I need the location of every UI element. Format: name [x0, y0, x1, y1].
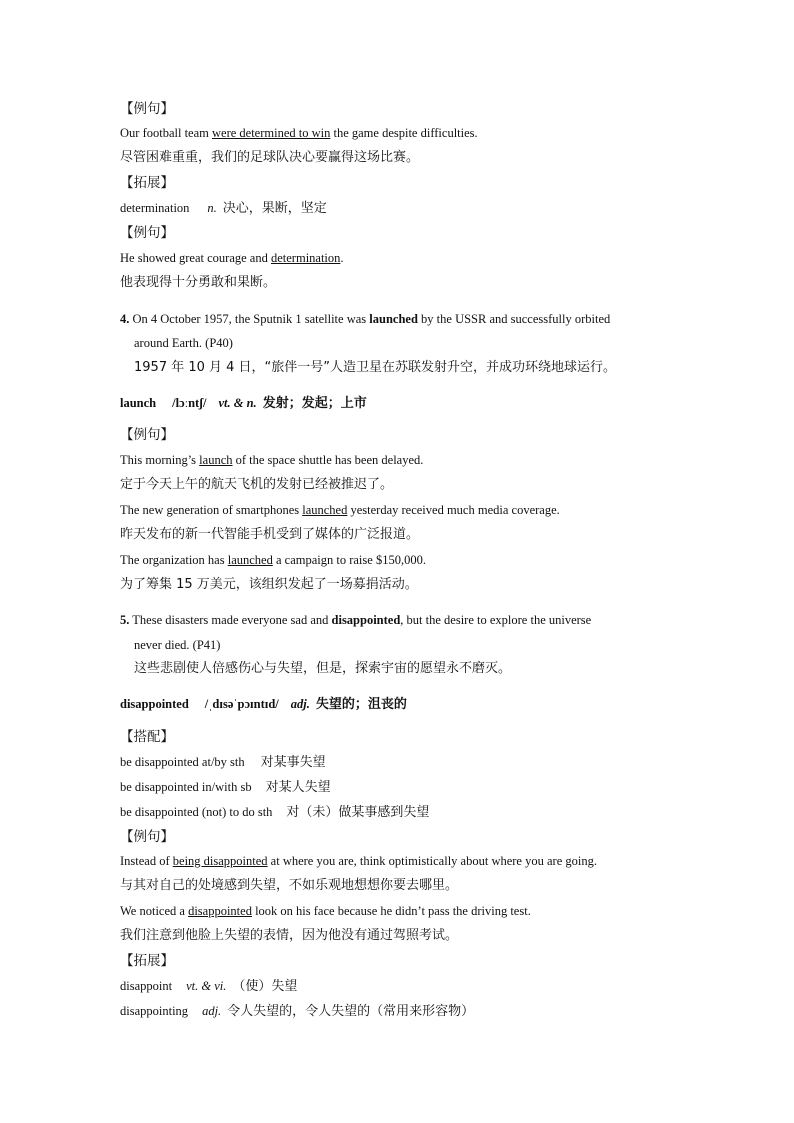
underlined-phrase: were determined to win [212, 126, 331, 140]
extension-entry [120, 978, 297, 995]
example-heading: 【例句】 [120, 427, 174, 443]
collocation-phrase: be disappointed in/with sb [120, 780, 252, 794]
collocation-item [120, 754, 326, 771]
sentence-text: The new generation of smartphones [120, 503, 303, 517]
sentence-text: yesterday received much media coverage. [347, 503, 560, 517]
extension-entry [120, 1003, 474, 1020]
item-4-sentence-cont: around Earth. (P40) [134, 336, 233, 350]
example-sentence-cn: 他表现得十分勇敢和果断。 [120, 275, 277, 290]
definition: 令人失望的，令人失望的（常用来形容物） [227, 1004, 475, 1019]
example-sentence-en [120, 903, 531, 919]
sentence-text: at where you are, think optimistically about where you are going. [267, 854, 597, 868]
part-of-speech: adj. [202, 1004, 222, 1018]
item-number: 4. [120, 312, 130, 326]
collocation-meaning: 对（未）做某事感到失望 [286, 805, 430, 820]
example-sentence-en [120, 552, 426, 568]
example-heading: 【例句】 [120, 829, 174, 845]
sentence-text: Our football team [120, 126, 212, 140]
sentence-text: The organization has [120, 553, 228, 567]
example-sentence-cn: 为了筹集 15 万美元，该组织发起了一场募捐活动。 [120, 577, 418, 592]
phonetic: /lɔːntʃ/ [172, 396, 207, 410]
sentence-text: look on his face because he didn’t pass the driving test. [251, 904, 531, 918]
definition: 发射；发起；上市 [262, 396, 367, 411]
sentence-text: Instead of [120, 854, 173, 868]
key-word: disappointed [331, 613, 401, 627]
sentence-text: a campaign to raise $150,000. [272, 553, 426, 567]
headword-launch [120, 395, 367, 412]
collocation-item [120, 804, 429, 821]
underlined-phrase: launch [199, 453, 233, 467]
sentence-text: He showed great courage and [120, 251, 271, 265]
collocation-phrase: be disappointed at/by sth [120, 755, 245, 769]
example-sentence-cn: 我们注意到他脸上失望的表情，因为他没有通过驾照考试。 [120, 928, 459, 943]
sentence-text: On 4 October 1957, the Sputnik 1 satellite was [129, 312, 370, 326]
collocation-heading: 【搭配】 [120, 729, 174, 745]
item-5-sentence-cont: never died. (P41) [134, 638, 221, 652]
part-of-speech: vt. & vi. [186, 979, 227, 993]
example-heading: 【例句】 [120, 225, 174, 241]
underlined-phrase: disappointed [188, 904, 252, 918]
phonetic: /ˌdɪsəˈpɔɪntɪd/ [204, 697, 279, 711]
sentence-text: of the space shuttle has been delayed. [232, 453, 424, 467]
underlined-phrase: launched [227, 553, 273, 567]
definition: （使）失望 [232, 979, 298, 994]
part-of-speech: adj. [290, 697, 310, 711]
collocation-meaning: 对某事失望 [260, 755, 326, 770]
example-sentence-en [120, 125, 478, 141]
underlined-phrase: determination [270, 251, 341, 265]
extension-entry [120, 200, 327, 217]
collocation-item [120, 779, 331, 796]
example-sentence-cn: 与其对自己的处境感到失望，不如乐观地想想你要去哪里。 [120, 878, 459, 893]
example-sentence-en [120, 502, 560, 518]
item-5-sentence [120, 612, 591, 628]
extension-heading: 【拓展】 [120, 953, 174, 969]
example-sentence-en [120, 452, 423, 468]
collocation-phrase: be disappointed (not) to do sth [120, 805, 273, 819]
extension-word: disappoint [120, 979, 173, 993]
example-sentence-cn: 定于今天上午的航天飞机的发射已经被推迟了。 [120, 477, 394, 492]
extension-word: determination [120, 201, 190, 215]
item-number: 5. [120, 613, 130, 627]
sentence-text: by the USSR and successfully orbited [417, 312, 611, 326]
underlined-phrase: launched [302, 503, 348, 517]
sentence-text: , but the desire to explore the universe [400, 613, 592, 627]
headword: launch [120, 396, 157, 410]
example-heading [120, 101, 174, 117]
extension-heading: 【拓展】 [120, 175, 174, 191]
underlined-phrase: being disappointed [172, 854, 268, 868]
definition: 决心，果断，坚定 [222, 201, 327, 216]
collocation-meaning: 对某人失望 [265, 780, 331, 795]
part-of-speech: n. [207, 201, 217, 215]
headword-disappointed [120, 696, 407, 713]
example-sentence-cn: 尽管困难重重，我们的足球队决心要赢得这场比赛。 [120, 150, 420, 165]
item-5-translation: 这些悲剧使人倍感伤心与失望，但是，探索宇宙的愿望永不磨灭。 [134, 661, 512, 676]
sentence-text: We noticed a [120, 904, 189, 918]
item-4-translation: 1957 年 10 月 4 日，“旅伴一号”人造卫星在苏联发射升空，并成功环绕地球运行。 [134, 360, 617, 375]
item-4-sentence [120, 311, 610, 327]
definition: 失望的；沮丧的 [315, 697, 407, 712]
example-sentence-en [120, 250, 344, 266]
sentence-text: . [340, 251, 344, 265]
example-heading-text: 【例句】 [120, 101, 174, 117]
sentence-text: the game despite difficulties. [330, 126, 478, 140]
sentence-text: These disasters made everyone sad and [129, 613, 332, 627]
headword: disappointed [120, 697, 189, 711]
example-sentence-en [120, 853, 597, 869]
example-sentence-cn: 昨天发布的新一代智能手机受到了媒体的广泛报道。 [120, 527, 420, 542]
sentence-text: This morning’s [120, 453, 200, 467]
extension-word: disappointing [120, 1004, 189, 1018]
part-of-speech: vt. & n. [218, 396, 257, 410]
key-word: launched [369, 312, 418, 326]
